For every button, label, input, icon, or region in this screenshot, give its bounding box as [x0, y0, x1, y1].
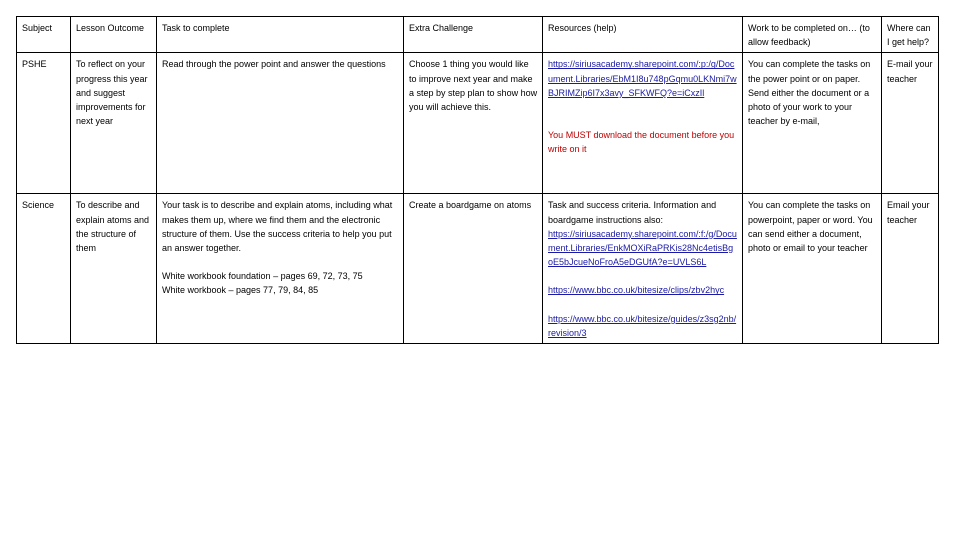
science-workbook: White workbook – pages 77, 79, 84, 85: [162, 285, 319, 296]
pshe-work: You can complete the tasks on the power point or on paper. Send either the document or a photo of your work to your teacher by e-mail,: [743, 53, 882, 194]
pshe-outcome: To reflect on your progress this year and suggest improvements for next year: [71, 53, 157, 194]
science-outcome: To describe and explain atoms and the structure of them: [71, 194, 157, 344]
header-task: Task to complete: [157, 17, 404, 53]
pshe-resources: [543, 53, 743, 194]
science-resource-link-bbc-guide[interactable]: https://www.bbc.co.uk/bitesize/guides/z3sg2nb/revision/3: [548, 313, 737, 338]
header-work-completed-on: Work to be completed on… (to allow feedback): [743, 17, 882, 53]
science-resource-link-bbc-clip[interactable]: https://www.bbc.co.uk/bitesize/clips/zbv2hyc: [548, 285, 725, 296]
pshe-where-help: E-mail your teacher: [882, 53, 939, 194]
header-subject: Subject: [17, 17, 71, 53]
science-extra-challenge: Create a boardgame on atoms: [404, 194, 543, 344]
science-workbook-foundation: White workbook foundation – pages 69, 72, 73, 75: [162, 271, 363, 282]
header-row: [17, 17, 939, 53]
science-resource-intro: Task and success criteria. Information and boardgame instructions also:: [548, 200, 717, 225]
pshe-task: Read through the power point and answer the questions: [157, 53, 404, 194]
pshe-resource-link[interactable]: https://siriusacademy.sharepoint.com/:p:/g/Document.Libraries/EbM1I8u748pGqmu0LKNmi7wBJRIMZip6I7x3avy_SFKWFQ?e=iCxzIl: [548, 59, 737, 98]
header-where-help: Where can I get help?: [882, 17, 939, 53]
table-row-pshe: [17, 53, 939, 194]
science-work: You can complete the tasks on powerpoint, paper or word. You can send either a document, photo or email to your teacher: [743, 194, 882, 344]
pshe-download-warning: You MUST download the document before you write on it: [548, 130, 735, 155]
science-resources: [543, 194, 743, 344]
science-resource-link-sharepoint[interactable]: https://siriusacademy.sharepoint.com/:f:/g/Document.Libraries/EnkMOXiRaPRKis28Nc4etisBgoE5bJcueNoFroA5eDGUfA?e=UVLS6L: [548, 228, 737, 268]
science-where-help: Email your teacher: [882, 194, 939, 344]
homework-table: [16, 16, 939, 344]
header-lesson-outcome: Lesson Outcome: [71, 17, 157, 53]
science-subject: Science: [17, 194, 71, 344]
table-row-science: [17, 194, 939, 344]
pshe-extra-challenge: Choose 1 thing you would like to improve next year and make a step by step plan to show how you will achieve this.: [404, 53, 543, 194]
header-extra-challenge: Extra Challenge: [404, 17, 543, 53]
pshe-subject: PSHE: [17, 53, 71, 194]
header-resources: Resources (help): [543, 17, 743, 53]
science-task-text: Your task is to describe and explain atoms, including what makes them up, where we find them and the electronic structure of them. Use the success criteria to help you put an answer together.: [162, 200, 393, 254]
science-task: [157, 194, 404, 344]
